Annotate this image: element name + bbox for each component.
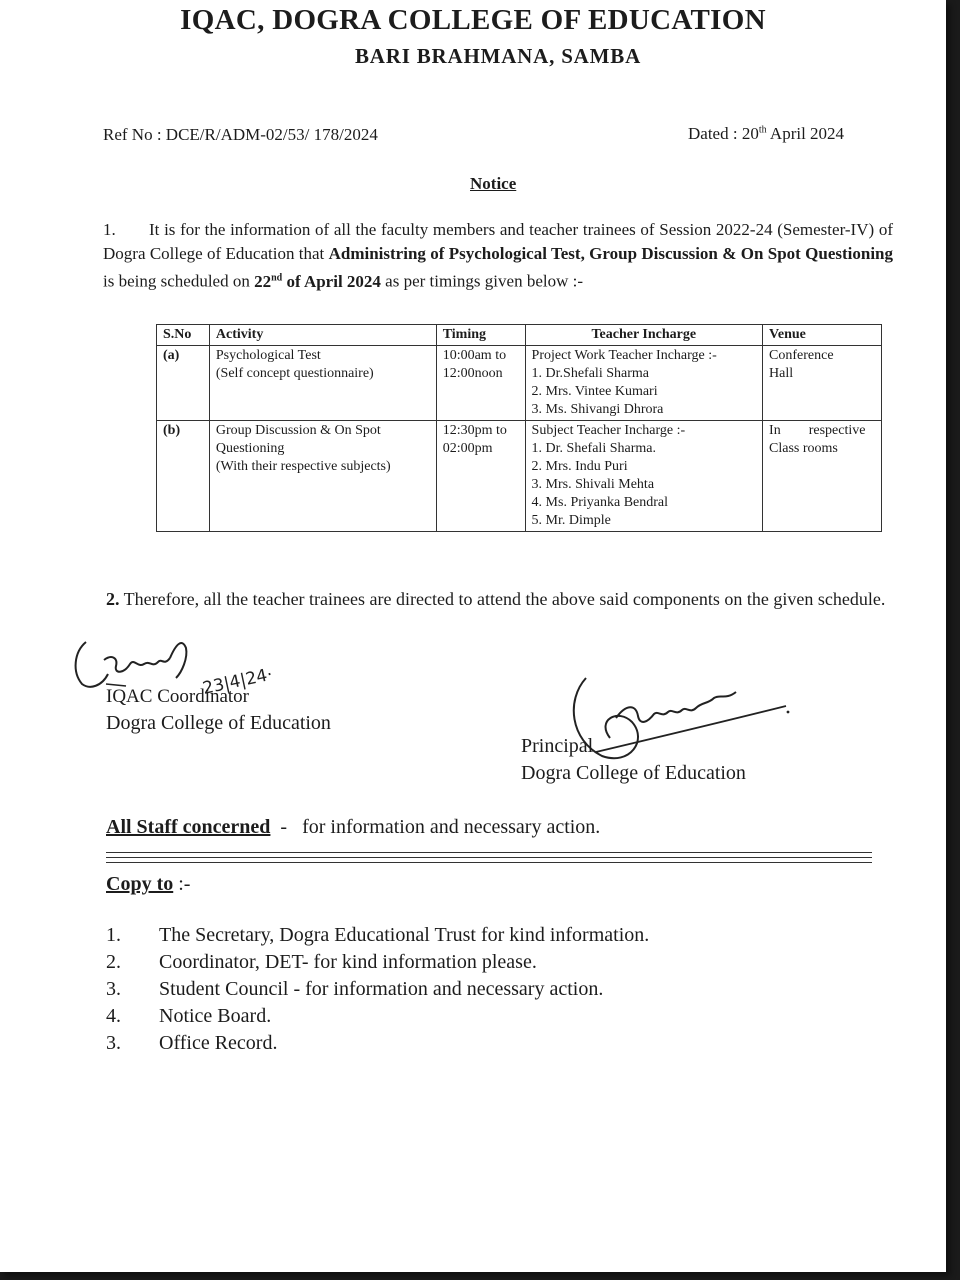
incharge-item: 3. Mrs. Shivali Mehta bbox=[531, 477, 655, 492]
paragraph-date bbox=[254, 272, 381, 291]
schedule-table bbox=[156, 324, 882, 532]
incharge-item: 1. Dr. Shefali Sharma. bbox=[531, 441, 656, 456]
copy-to-label: Copy to bbox=[106, 873, 174, 895]
header-activity: Activity bbox=[209, 325, 436, 346]
header-sno: S.No bbox=[157, 325, 210, 346]
paragraph-text: Therefore, all the teacher trainees are directed to attend the above said components on the given schedule. bbox=[119, 589, 886, 609]
table-header-row bbox=[157, 325, 882, 346]
paragraph-text: is being scheduled on bbox=[103, 271, 255, 291]
list-item-number: 1. bbox=[106, 924, 121, 946]
venue-line: Class rooms bbox=[769, 441, 838, 456]
incharge-title: Project Work Teacher Incharge :- bbox=[531, 348, 717, 363]
list-item-number: 2. bbox=[106, 951, 121, 973]
venue-line: Hall bbox=[769, 366, 794, 381]
date-day-sup: nd bbox=[271, 272, 283, 283]
list-item-number: 3. bbox=[106, 1032, 121, 1054]
paragraph-emphasis: Administring of Psychological Test, Group Discussion & On Spot Questioning bbox=[328, 244, 893, 263]
cell-sno bbox=[157, 346, 210, 421]
activity-line: Psychological Test bbox=[215, 348, 321, 363]
cell-activity bbox=[209, 346, 436, 421]
college-title: IQAC, DOGRA COLLEGE OF EDUCATION bbox=[180, 4, 766, 36]
list-item-text: Office Record. bbox=[159, 1032, 278, 1054]
list-item-text: Notice Board. bbox=[159, 1005, 272, 1027]
list-item bbox=[106, 922, 649, 949]
list-item-text: Coordinator, DET- for kind information please. bbox=[159, 951, 537, 973]
list-item-number: 4. bbox=[106, 1005, 121, 1027]
timing-line: 12:00noon bbox=[442, 366, 503, 381]
paragraph-text: as per timings given below :- bbox=[380, 271, 583, 291]
header-venue: Venue bbox=[763, 325, 882, 346]
notice-date bbox=[688, 124, 844, 144]
date-suffix-sup: th bbox=[758, 124, 767, 136]
incharge-title: Subject Teacher Incharge :- bbox=[531, 423, 686, 438]
activity-line: Questioning bbox=[215, 441, 285, 456]
notice-heading: Notice bbox=[470, 174, 517, 193]
timing-line: 02:00pm bbox=[442, 441, 493, 456]
paragraph-number: 1. bbox=[103, 220, 116, 239]
iqac-coordinator-title: IQAC Coordinator bbox=[106, 686, 250, 707]
table-row bbox=[157, 346, 882, 421]
header-teacher-incharge: Teacher Incharge bbox=[525, 325, 763, 346]
iqac-coordinator-org: Dogra College of Education bbox=[106, 712, 331, 734]
paragraph-number: 2. bbox=[106, 589, 120, 609]
list-item-text: Student Council - for information and necessary action. bbox=[159, 978, 604, 1000]
principal-org: Dogra College of Education bbox=[521, 762, 746, 784]
copy-to-suffix: :- bbox=[173, 873, 191, 895]
sno-value: (a) bbox=[163, 348, 180, 363]
activity-line: (Self concept questionnaire) bbox=[215, 366, 374, 381]
staff-text: - for information and necessary action. bbox=[270, 816, 601, 838]
cell-timing bbox=[436, 421, 525, 532]
list-item-number: 3. bbox=[106, 978, 121, 1000]
header-timing: Timing bbox=[436, 325, 525, 346]
principal-title: Principal bbox=[521, 735, 594, 757]
sno-value: (b) bbox=[163, 423, 181, 438]
cell-venue bbox=[763, 421, 882, 532]
date-rest: of April 2024 bbox=[282, 271, 381, 291]
reference-number: Ref No : DCE/R/ADM-02/53/ 178/2024 bbox=[103, 125, 378, 144]
list-item bbox=[106, 1030, 649, 1057]
incharge-item: 2. Mrs. Vintee Kumari bbox=[531, 384, 658, 399]
college-location: BARI BRAHMANA, SAMBA bbox=[354, 44, 642, 68]
cell-timing bbox=[436, 346, 525, 421]
activity-line: (With their respective subjects) bbox=[215, 459, 391, 474]
cell-activity bbox=[209, 421, 436, 532]
incharge-item: 4. Ms. Priyanka Bendral bbox=[531, 495, 669, 510]
list-item-text: The Secretary, Dogra Educational Trust for kind information. bbox=[159, 924, 650, 946]
list-item bbox=[106, 976, 649, 1003]
double-rule-mid bbox=[106, 857, 872, 858]
copy-to-list bbox=[106, 922, 649, 1057]
venue-line: In respective bbox=[769, 423, 866, 438]
incharge-item: 2. Mrs. Indu Puri bbox=[531, 459, 628, 474]
table-row bbox=[157, 421, 882, 532]
copy-to-heading bbox=[106, 873, 190, 896]
date-prefix: Dated : 20 bbox=[688, 124, 759, 143]
double-rule-bottom bbox=[106, 862, 872, 863]
svg-text:23|4|24·: 23|4|24· bbox=[200, 664, 275, 699]
staff-distribution-line bbox=[106, 816, 600, 839]
cell-venue bbox=[763, 346, 882, 421]
incharge-item: 1. Dr.Shefali Sharma bbox=[531, 366, 649, 381]
cell-sno bbox=[157, 421, 210, 532]
list-item bbox=[106, 949, 649, 976]
incharge-item: 5. Mr. Dimple bbox=[531, 513, 611, 528]
cell-teacher-incharge bbox=[525, 421, 763, 532]
incharge-item: 3. Ms. Shivangi Dhrora bbox=[531, 402, 664, 417]
paragraph-text: It is for the information of all the faculty members and teacher trainees of Session 2022-24 (Semester-IV) of Dogra College of Education that bbox=[103, 220, 893, 263]
venue-line: Conference bbox=[769, 348, 834, 363]
staff-label: All Staff concerned bbox=[106, 816, 271, 838]
cell-teacher-incharge bbox=[525, 346, 763, 421]
list-item bbox=[106, 1003, 649, 1030]
date-day: 22 bbox=[254, 271, 272, 291]
timing-line: 10:00am to bbox=[442, 348, 507, 363]
date-month-year: April 2024 bbox=[766, 124, 845, 143]
activity-line: Group Discussion & On Spot bbox=[215, 423, 381, 438]
notice-paragraph-1 bbox=[103, 218, 893, 294]
double-rule-top bbox=[106, 852, 872, 853]
timing-line: 12:30pm to bbox=[442, 423, 507, 438]
notice-paragraph-2 bbox=[106, 586, 898, 612]
